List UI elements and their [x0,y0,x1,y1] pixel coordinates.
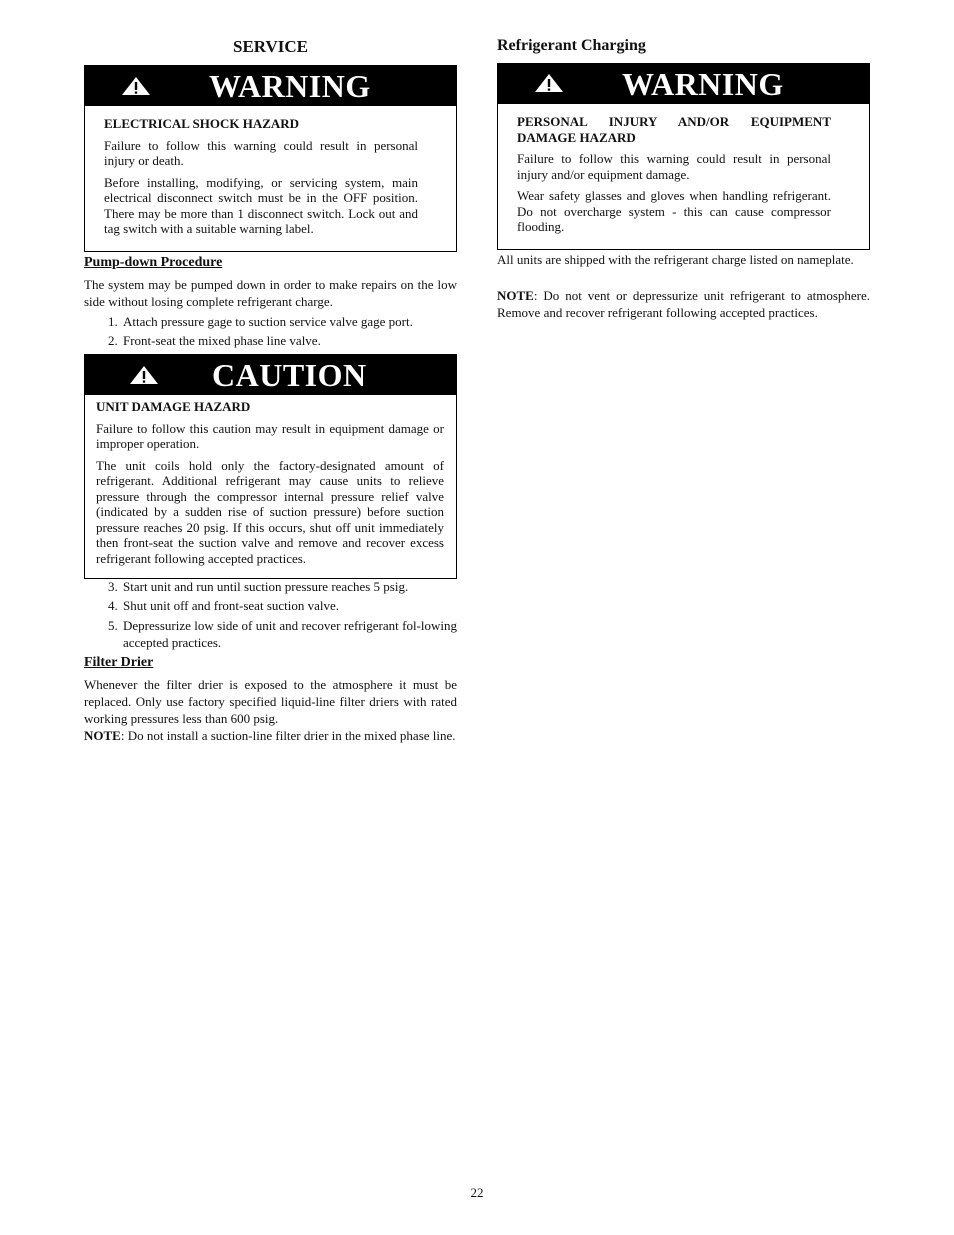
pumpdown-intro: The system may be pumped down in order to make repairs on the low side without losing complete refrigerant charge. [84,277,457,309]
hazard-title: UNIT DAMAGE HAZARD [96,399,251,414]
hazard-instruction: Wear safety glasses and gloves when handling refrigerant. Do not overcharge system - this can cause compressor flooding. [517,188,831,234]
list-item: 2. Front-seat the mixed phase line valve. [108,333,321,348]
hazard-instruction: The unit coils hold only the factory-designated amount of refrigerant. Additional refrigerant may cause units to relieve pressure through the compressor internal pressure relief valve (indicated by a sudden rise of suction pressure) before suction pressure reaches 20 psig. If this occurs, shut off unit immediately then front-seat the suction valve and remove and recover excess refrigerant following accepted practices. [96,457,444,566]
list-item: 4. Shut unit off and front-seat suction valve. [108,598,340,613]
caution-header [85,355,456,395]
hazard-consequence: Failure to follow this warning could result in personal injury or death. [104,137,418,168]
caution-word: CAUTION [212,357,367,393]
hazard-title: PERSONAL INJURY AND/OR EQUIPMENT DAMAGE HAZARD [517,114,831,145]
list-item: 1. Attach pressure gage to suction service valve gage port. [108,314,413,329]
personal-injury-warning-box [497,63,870,250]
warning-triangle-icon [534,73,564,93]
filter-drier-heading: Filter Drier [84,655,154,670]
list-item: 3. Start unit and run until suction pressure reaches 5 psig. [108,579,409,594]
unit-damage-caution-box [84,354,457,579]
hazard-consequence: Failure to follow this caution may result in equipment damage or improper operation. [96,420,444,451]
caution-triangle-icon [129,365,159,385]
charging-text: All units are shipped with the refrigerant charge listed on nameplate. [497,252,854,267]
section-title: SERVICE [233,37,308,56]
filter-drier-note: NOTE: Do not install a suction-line filter drier in the mixed phase line. [84,728,456,743]
electrical-shock-warning-box [84,65,457,252]
hazard-title: ELECTRICAL SHOCK HAZARD [104,116,300,131]
filter-drier-text: Whenever the filter drier is exposed to the atmosphere it must be replaced. Only use factory specified liquid-line filter driers with rated working pressures less than 600 psig. [84,677,457,726]
hazard-instruction: Before installing, modifying, or servicing system, main electrical disconnect switch must be in the OFF position. There may be more than 1 disconnect switch. Lock out and tag switch with a suitable warning label. [104,174,418,236]
warning-body [85,106,456,251]
caution-body [85,395,456,578]
list-item: 5. Depressurize low side of unit and recover refrigerant fol-lowing accepted practices. [108,618,457,650]
page-number: 22 [470,1185,484,1200]
hazard-consequence: Failure to follow this warning could result in personal injury and/or equipment damage. [517,151,831,182]
pumpdown-heading: Pump-down Procedure [84,255,223,270]
warning-word: WARNING [209,68,371,104]
warning-header [85,66,456,106]
warning-body [498,104,869,249]
warning-triangle-icon [121,76,151,96]
warning-header [498,64,869,104]
warning-word: WARNING [622,66,784,102]
refrigerant-charging-heading: Refrigerant Charging [497,37,646,54]
charging-note: NOTE: Do not vent or depressurize unit refrigerant to atmosphere. Remove and recover refrigerant following accepted practices. [497,288,870,320]
